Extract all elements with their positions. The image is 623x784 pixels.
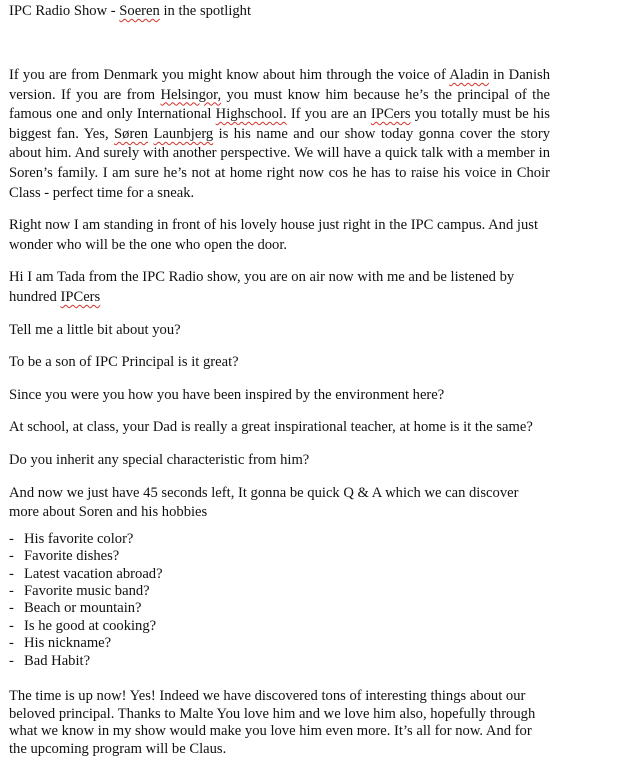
list-item <box>9 548 550 565</box>
dash-bullet: - <box>9 565 14 582</box>
dash-bullet: - <box>9 530 14 547</box>
intro-text-2: in Danish version. If you are from <box>9 67 550 103</box>
list-item-text: Favorite music band? <box>24 582 150 599</box>
word-ipcers: IPCers <box>370 106 411 123</box>
dash-bullet: - <box>9 582 14 599</box>
title-prefix: IPC Radio Show - <box>9 3 120 19</box>
intro-paragraph <box>9 66 550 203</box>
word-soren: Søren <box>114 125 149 142</box>
quick-qa-list <box>9 531 550 670</box>
list-item <box>9 566 550 583</box>
dash-bullet: - <box>9 548 14 565</box>
closing-paragraph: The time is up now! Yes! Indeed we have discovered tons of interesting things about our beloved principal. Thanks to Malte You love him and we love him also, hopefully through what we know in my show would make you love him even more. It’s all for now. And for the upcoming program will be Claus. <box>9 687 536 757</box>
word-ipcers-2: IPCers <box>60 288 101 305</box>
word-highschool: Highschool. <box>215 106 287 123</box>
question-5: Do you inherit any special characteristic from him? <box>9 451 310 468</box>
list-item-text: Beach or mountain? <box>24 600 142 617</box>
dash-bullet: - <box>9 600 14 617</box>
list-item <box>9 653 550 670</box>
title-suffix: in the spotlight <box>159 3 252 19</box>
list-item <box>9 583 550 600</box>
dash-bullet: - <box>9 617 14 634</box>
word-aladin: Aladin <box>449 67 489 83</box>
dash-bullet: - <box>9 635 14 652</box>
list-item <box>9 635 550 652</box>
list-item <box>9 618 550 635</box>
question-2: To be a son of IPC Principal is it great? <box>9 354 239 371</box>
list-item <box>9 600 550 617</box>
intro-text-3: you must know him because he’s the principal of the famous one and only International <box>9 86 550 123</box>
question-1: Tell me a little bit about you? <box>9 321 181 338</box>
dash-bullet: - <box>9 652 14 669</box>
list-item-text: Is he good at cooking? <box>24 617 157 634</box>
intro-text-5: you totally must be his biggest fan. Yes, <box>9 106 550 142</box>
house-paragraph: Right now I am standing in front of his lovely house just right in the IPC campus. And just wonder who will be the one who open the door. <box>9 217 538 253</box>
intro-text-4: If you are an <box>286 106 371 123</box>
list-item <box>9 531 550 548</box>
list-item-text: Latest vacation abroad? <box>24 565 163 582</box>
list-item-text: Favorite dishes? <box>24 548 120 565</box>
title-name-misspelled: Soeren <box>119 3 160 19</box>
list-item-text: His favorite color? <box>24 530 134 547</box>
word-helsingor: Helsingor, <box>160 86 222 103</box>
greeting-text: Hi I am Tada from the IPC Radio show, you are on air now with me and be listened by hundred <box>9 269 515 305</box>
question-4: At school, at class, your Dad is really a great inspirational teacher, at home is it the same? <box>9 419 533 436</box>
quick-qa-intro: And now we just have 45 seconds left, It gonna be quick Q & A which we can discover more about Soren and his hobbies <box>9 484 519 521</box>
document-body <box>9 66 550 771</box>
greeting-paragraph <box>9 268 550 307</box>
intro-text-7: is his name and our show today gonna cover the story about him. And surely with another perspective. We will have a quick talk with a member in Soren’s family. I am sure he’s not at home right now cos he has to raise his voice in Choir Class - perfect time for a sneak. <box>9 125 550 201</box>
list-item-text: Bad Habit? <box>24 652 91 669</box>
list-item-text: His nickname? <box>24 635 112 652</box>
document-title <box>9 2 251 22</box>
question-3: Since you were you how you have been inspired by the environment here? <box>9 386 445 403</box>
intro-text-1: If you are from Denmark you might know about him through the voice of <box>9 67 450 83</box>
word-launbjerg: Launbjerg <box>153 125 214 142</box>
